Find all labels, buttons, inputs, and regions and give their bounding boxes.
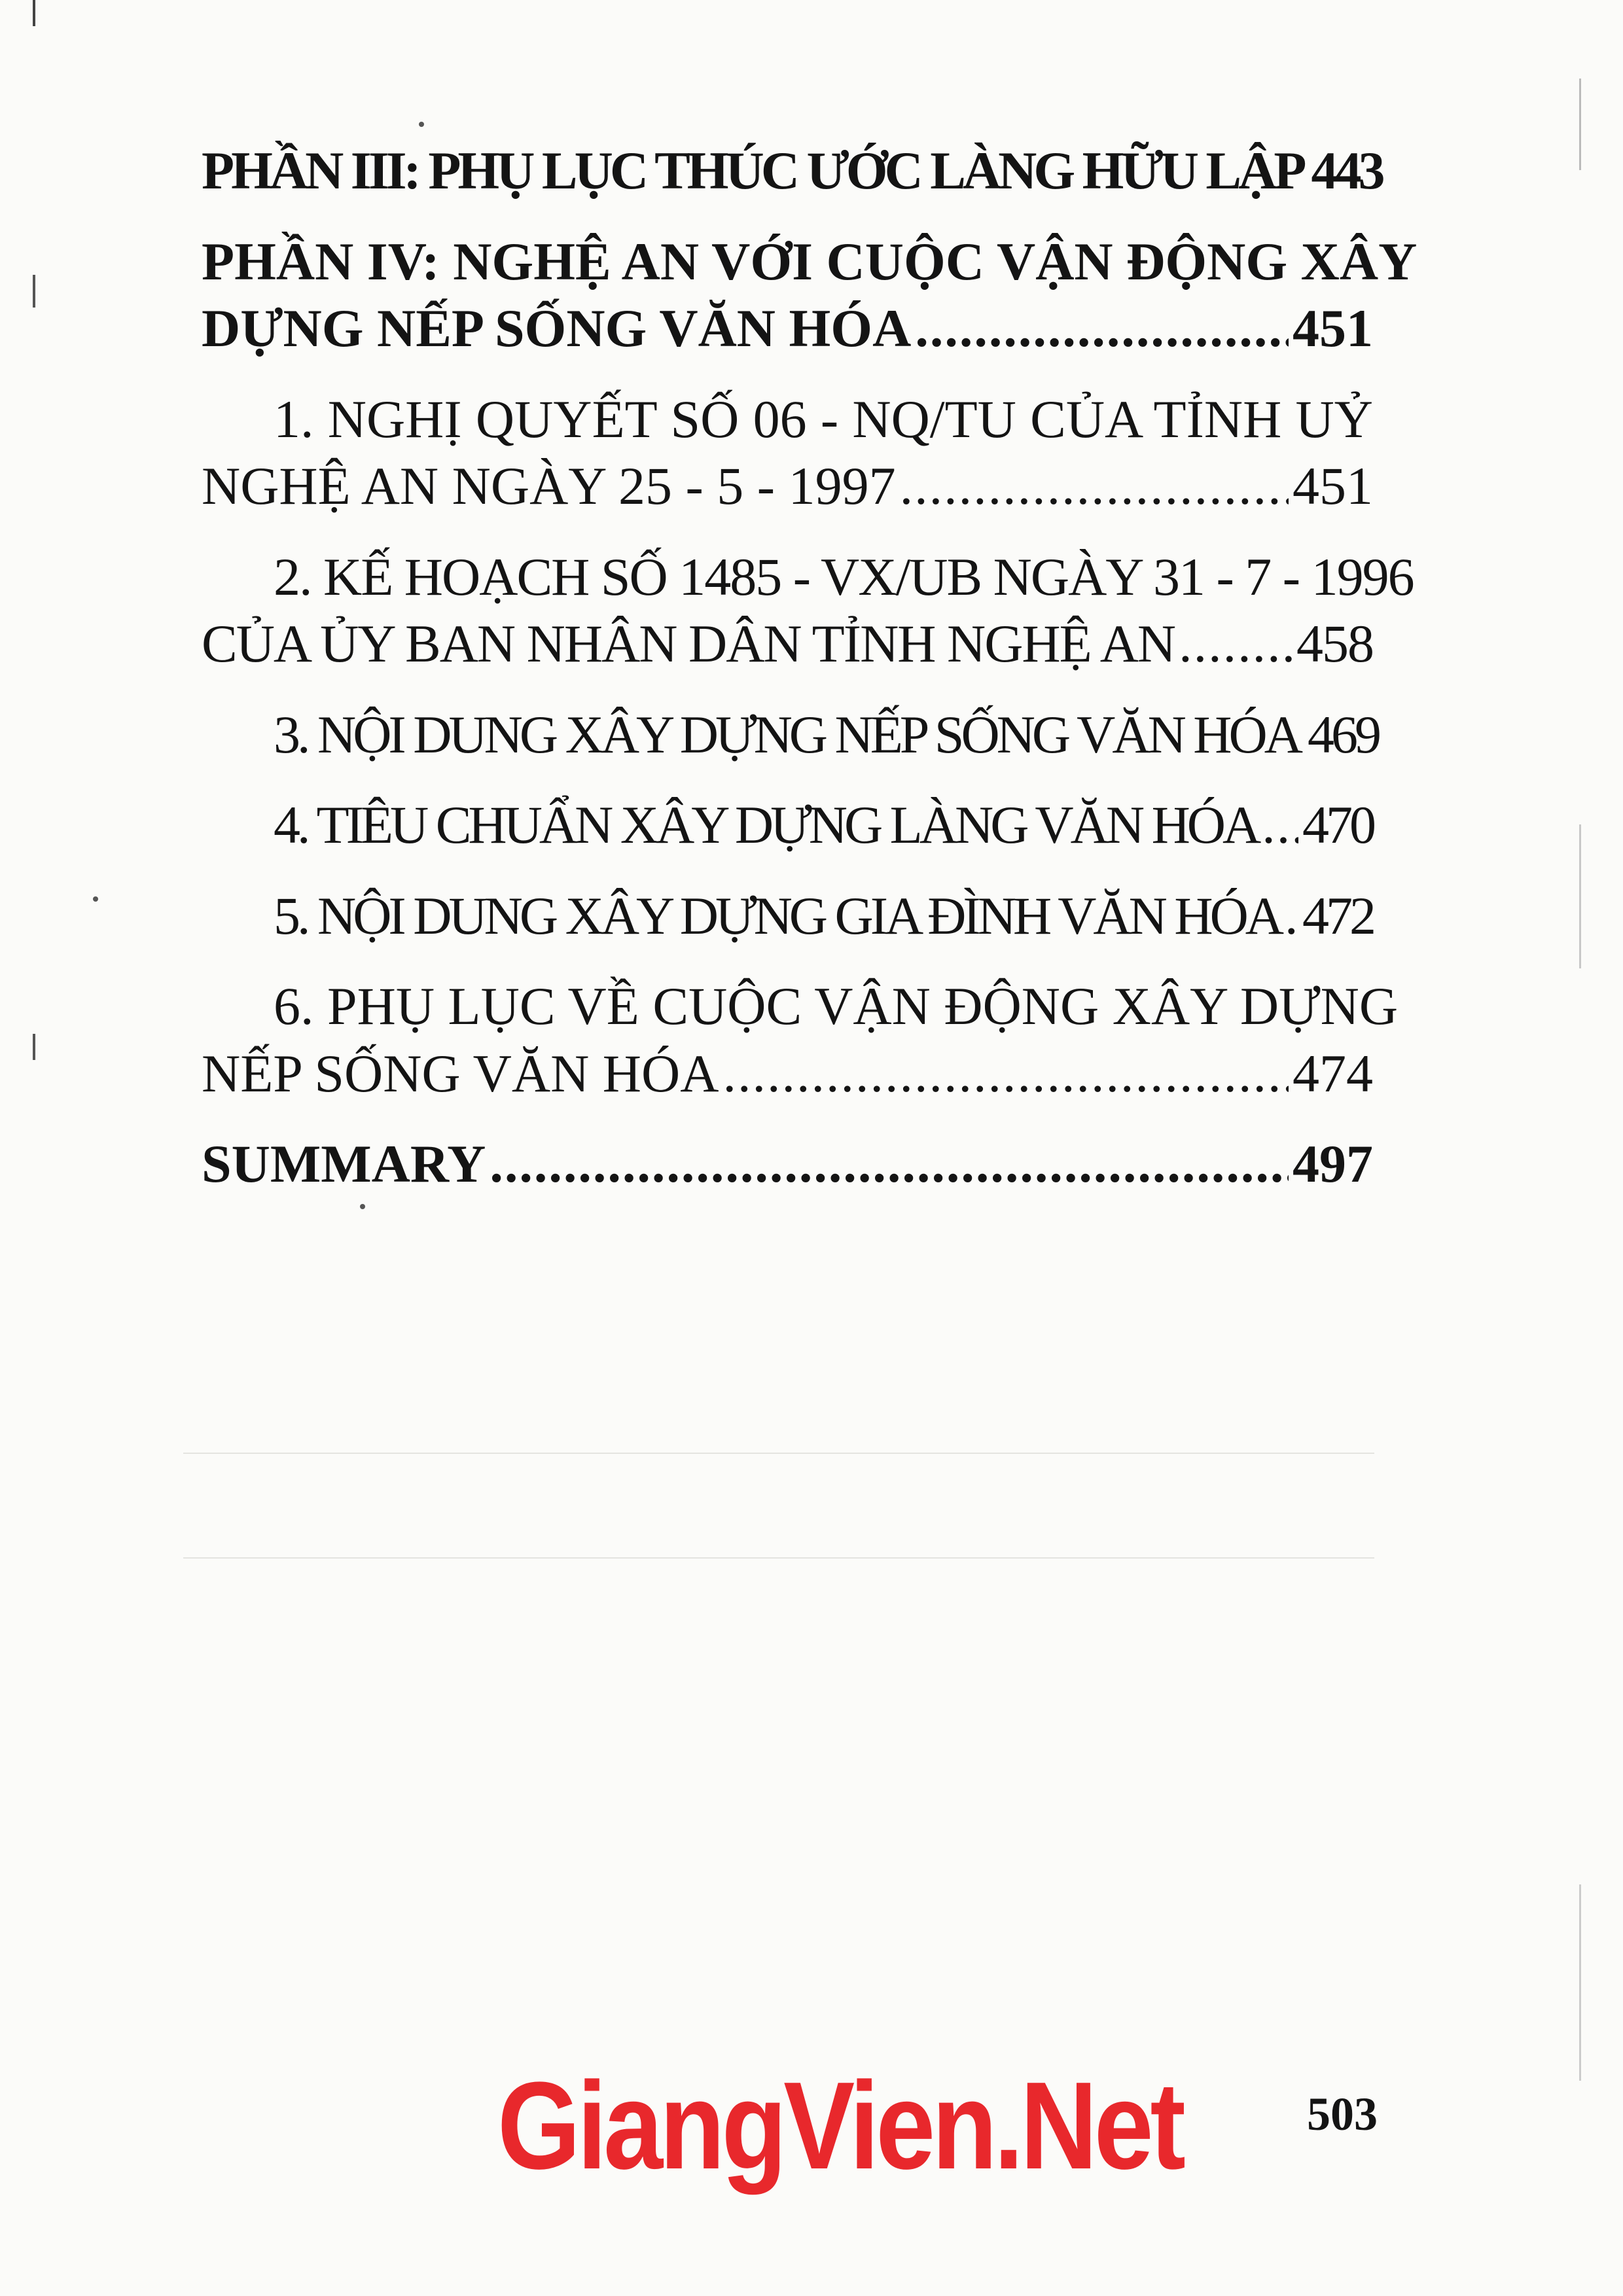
leader-dots	[900, 453, 1289, 520]
toc-entry-title: PHẦN III: PHỤ LỤC THÚC ƯỚC LÀNG HỮU LẬP	[202, 141, 1304, 200]
watermark-logo: GiangVien.Net	[497, 2057, 1183, 2195]
toc-entry-title: NẾP SỐNG VĂN HÓA	[202, 1043, 719, 1103]
leader-dots	[722, 1040, 1289, 1108]
toc-entry-title-line-1: 2. KẾ HOẠCH SỐ 1485 - VX/UB NGÀY 31 - 7 - 1996	[274, 546, 1414, 607]
toc-entry-5[interactable]	[202, 883, 1373, 950]
toc-entry-title-line-1: 6. PHỤ LỤC VỀ CUỘC VẬN ĐỘNG XÂY DỰNG	[274, 976, 1399, 1036]
toc-entry-title: 5. NỘI DUNG XÂY DỰNG GIA ĐÌNH VĂN HÓA	[274, 885, 1281, 945]
toc-entry-page: 472	[1302, 885, 1373, 945]
page-edge-right	[1579, 52, 1581, 2277]
bleed-through	[183, 1426, 1374, 1695]
ink-speck	[93, 896, 98, 902]
table-of-contents	[202, 137, 1418, 1222]
toc-entry-title: NGHỆ AN NGÀY 25 - 5 - 1997	[202, 456, 896, 516]
toc-entry-part-3[interactable]	[202, 137, 1382, 205]
toc-entry-page: 469	[1307, 704, 1378, 764]
toc-entry-title: SUMMARY	[202, 1134, 486, 1193]
toc-entry-6[interactable]	[202, 973, 1399, 1107]
leader-dots	[1285, 883, 1298, 950]
toc-entry-3[interactable]	[202, 701, 1378, 769]
page-number: 503	[1307, 2088, 1378, 2140]
toc-entry-page: 497	[1293, 1134, 1373, 1193]
toc-entry-title: 3. NỘI DUNG XÂY DỰNG NẾP SỐNG VĂN HÓA	[274, 704, 1300, 764]
leader-dots	[1179, 610, 1293, 678]
toc-entry-1[interactable]	[202, 386, 1373, 520]
toc-entry-2[interactable]	[202, 544, 1414, 678]
toc-entry-page: 451	[1293, 456, 1373, 516]
toc-entry-title: 4. TIÊU CHUẨN XÂY DỰNG LÀNG VĂN HÓA	[274, 795, 1258, 855]
leader-dots	[1262, 792, 1298, 859]
toc-entry-page: 470	[1302, 795, 1373, 855]
toc-entry-title: CỦA ỦY BAN NHÂN DÂN TỈNH NGHỆ AN	[202, 614, 1175, 673]
toc-entry-4[interactable]	[202, 792, 1373, 859]
toc-entry-title: DỰNG NẾP SỐNG VĂN HÓA	[202, 298, 912, 358]
toc-entry-page: 474	[1293, 1043, 1373, 1103]
toc-entry-page: 451	[1293, 298, 1373, 358]
toc-entry-summary[interactable]	[202, 1131, 1373, 1198]
leader-dots	[915, 295, 1289, 362]
ink-speck	[419, 122, 424, 127]
toc-entry-page: 458	[1296, 614, 1373, 673]
leader-dots	[490, 1131, 1289, 1198]
toc-entry-page: 443	[1311, 141, 1382, 200]
toc-entry-title-line-1: 1. NGHỊ QUYẾT SỐ 06 - NQ/TU CỦA TỈNH UỶ	[274, 389, 1373, 449]
page-edge-left	[33, 0, 35, 2296]
toc-entry-title-line-1: PHẦN IV: NGHỆ AN VỚI CUỘC VẬN ĐỘNG XÂY	[202, 231, 1418, 291]
toc-entry-part-4[interactable]	[202, 228, 1418, 362]
